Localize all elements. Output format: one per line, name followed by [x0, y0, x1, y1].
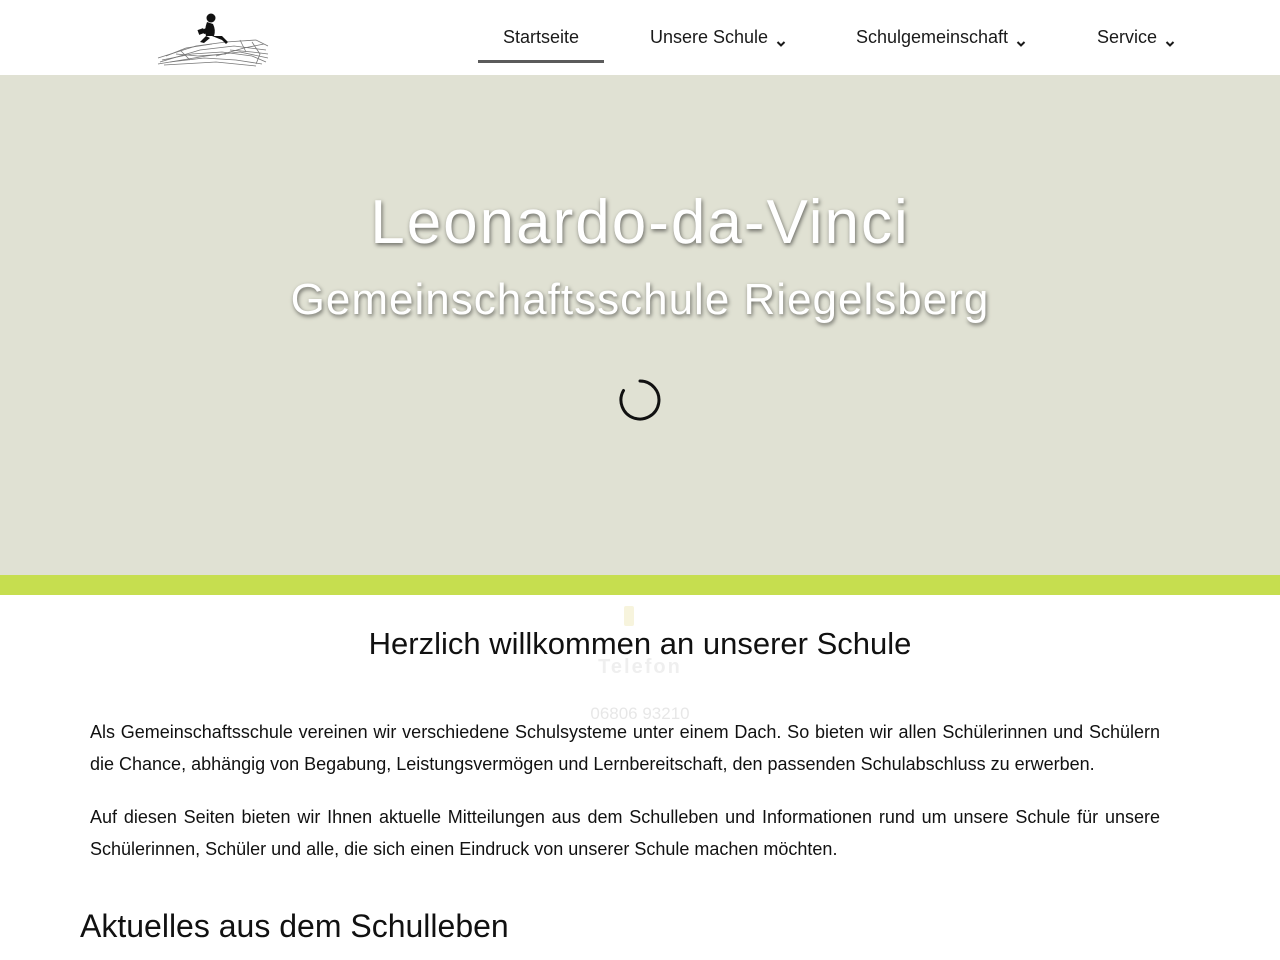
nav-item-schulgemeinschaft[interactable] [842, 0, 1040, 75]
contact-label: Telefon [598, 656, 682, 678]
nav-item-service[interactable] [1084, 0, 1188, 75]
nav-label: Service [1096, 27, 1158, 47]
welcome-heading: Herzlich willkommen an unserer Schule [368, 626, 912, 661]
nav-item-unsere-schule[interactable] [636, 0, 800, 75]
chevron-down-icon [776, 33, 786, 43]
site-header [0, 0, 1280, 75]
nav-label: Startseite [502, 27, 580, 47]
intro-paragraph: Auf diesen Seiten bieten wir Ihnen aktuelle Mitteilungen aus dem Schulleben und Informationen rund um unsere Schule für unsere Schülerinnen, Schüler und alle, die sich einen Eindruck von unserer Schule machen möchten. [90, 807, 1160, 859]
contact-phone: 06806 93210 [590, 704, 690, 723]
loading-spinner-icon [618, 378, 662, 422]
chevron-down-icon [1165, 33, 1175, 43]
main-navigation [0, 0, 1280, 75]
nav-label: Unsere Schule [649, 27, 769, 47]
chevron-down-icon [1016, 33, 1026, 43]
accent-band [0, 575, 1280, 595]
hero-banner [0, 75, 1280, 575]
phone-icon [623, 605, 635, 627]
hero-title: Leonardo-da-Vinci [370, 188, 910, 257]
news-heading: Aktuelles aus dem Schulleben [80, 908, 509, 944]
intro-paragraph: Als Gemeinschaftsschule vereinen wir verschiedene Schulsysteme unter einem Dach. So bieten wir allen Schülerinnen und Schülern die Chance, abhängig von Begabung, Leistungsvermögen und Lernbereitschaft, den passenden Schulabschluss zu erwerben. [90, 722, 1160, 774]
nav-item-startseite[interactable] [478, 0, 604, 75]
nav-label: Schulgemeinschaft [855, 27, 1009, 47]
hero-subtitle: Gemeinschaftsschule Riegelsberg [290, 275, 990, 324]
